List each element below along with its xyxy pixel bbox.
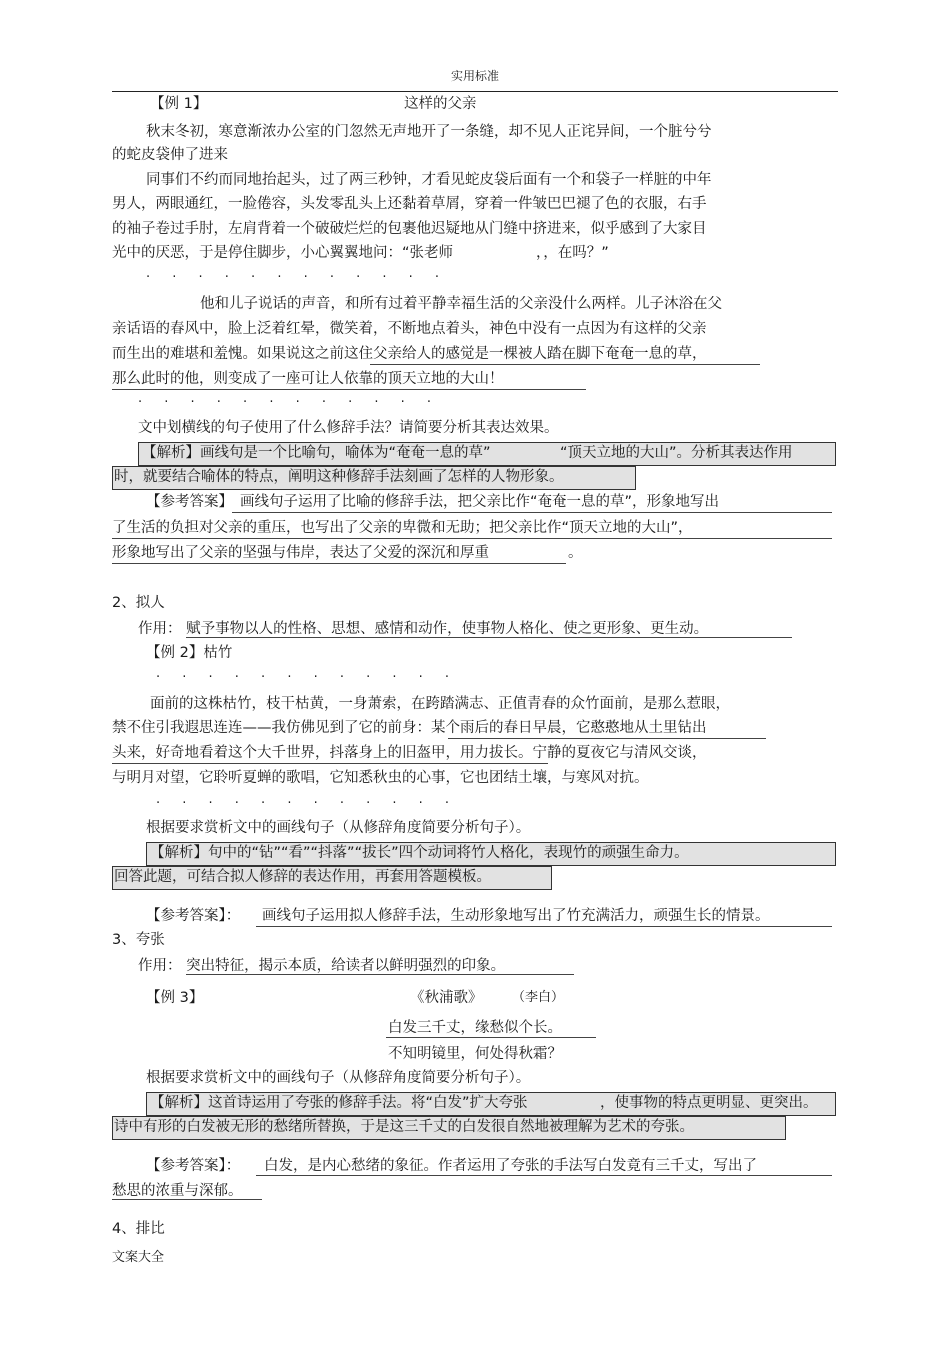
example-3-label: 【例 3】 [146, 990, 204, 1006]
sec2-para-line1: 面前的这株枯竹，枝干枯黄，一身萧索，在跨踏满志、正值青春的众竹面前，是那么惹眼， [150, 696, 730, 712]
poem-line-2: 不知明镜里，何处得秋霜？ [388, 1046, 562, 1062]
sec3-effect: 作用： 突出特征，揭示本质，给读者以鲜明强烈的印象。 [138, 958, 506, 974]
ex1-para1-line2: 的蛇皮袋伸了进来 [112, 147, 228, 163]
ex1-para2-line4: 光中的厌恶，于是停住脚步，小心翼翼地问：“张老师 [112, 245, 454, 261]
underline [256, 1175, 832, 1176]
section-3-heading: 3、夸张 [112, 932, 165, 948]
underline [448, 738, 766, 739]
ex1-answer-line2: 了生活的负担对父亲的重压，也写出了父亲的卑微和无助；把父亲比作“顶天立地的大山”， [112, 520, 693, 536]
section-2-heading: 2、拟人 [112, 595, 165, 611]
underline [232, 512, 832, 513]
ex1-answer-line3: 形象地写出了父亲的坚强与伟岸，表达了父爱的深沉和厚重 [112, 545, 489, 561]
underline [186, 974, 574, 975]
section-4-heading: 4、排比 [112, 1221, 165, 1237]
ex1-analysis-line1-end: “顶天立地的大山”。分析其表达作用 [560, 445, 793, 461]
sec3-question: 根据要求赏析文中的画线句子（从修辞角度简要分析句子）。 [146, 1070, 531, 1086]
sec2-para-line4: 与明月对望，它聆听夏蝉的歌唱，它知悉秋虫的心事，它也团结土壤，与寒风对抗。 [112, 770, 649, 786]
sec2-analysis-line2: 回答此题，可结合拟人修辞的表达作用，再套用答题模板。 [114, 869, 491, 885]
underline [112, 563, 566, 564]
ex1-ellipsis-2: · · · · · · · · · · · · [138, 395, 441, 410]
ex1-answer-line1: 画线句子运用了比喻的修辞手法，把父亲比作“奄奄一息的草”，形象地写出 [240, 494, 720, 510]
ex1-answer-line3-end: 。 [568, 545, 583, 561]
poem-author: （李白） [512, 990, 565, 1005]
ex1-para2-line2: 男人，两眼通红，一脸倦容，头发零乱头上还黏着草屑，穿着一件皱巴巴褪了色的衣服，右手 [112, 196, 707, 212]
underline [112, 763, 548, 764]
underline [186, 637, 792, 638]
ex1-analysis-line2: 时，就要结合喻体的特点，阐明这种修辞手法刻画了怎样的人物形象。 [114, 469, 564, 485]
ex1-analysis-line1: 【解析】画线句是一个比喻句，喻体为“奄奄一息的草” [142, 445, 491, 461]
sec2-para-line2: 禁不住引我遐思连连——我仿佛见到了它的前身：某个雨后的春日早晨，它憨憨地从土里钻出 [112, 720, 707, 736]
underline [386, 1037, 596, 1038]
ex1-para3-line4: 那么此时的他，则变成了一座可让人依靠的顶天立地的大山！ [112, 371, 504, 387]
underline [112, 538, 832, 539]
sec3-analysis-line1: 【解析】这首诗运用了夸张的修辞手法。将“白发”扩大夸张 [150, 1095, 528, 1111]
poem-line-1: 白发三千丈，缘愁似个长。 [388, 1020, 562, 1036]
ex1-para2-line1: 同事们不约而同地抬起头，过了两三秒钟，才看见蛇皮袋后面有一个和袋子一样脏的中年 [146, 172, 712, 188]
sec3-answer-line2: 愁思的浓重与深郁。 [112, 1183, 243, 1199]
ex1-para3-line1: 他和儿子说话的声音，和所有过着平静幸福生活的父亲没什么两样。儿子沐浴在父 [200, 296, 722, 312]
sec2-answer: 画线句子运用拟人修辞手法，生动形象地写出了竹充满活力，顽强生长的情景。 [262, 908, 770, 924]
underline [112, 389, 586, 390]
page-header: 实用标准 [450, 69, 499, 83]
ex1-ellipsis-1: · · · · · · · · · · · · [146, 270, 449, 285]
ex1-answer-label: 【参考答案】 [146, 494, 233, 510]
underline [370, 364, 760, 365]
sec2-ellipsis-2: · · · · · · · · · · · · [156, 796, 459, 811]
example-1-label: 【例 1】 [150, 96, 208, 112]
sec2-question: 根据要求赏析文中的画线句子（从修辞角度简要分析句子）。 [146, 820, 531, 836]
page-footer: 文案大全 [112, 1250, 165, 1265]
sec3-analysis-line1-end: ，使事物的特点更明显、更突出。 [600, 1095, 818, 1111]
ex1-para2-line3: 的袖子卷过手肘，左肩背着一个破破烂烂的包裹他迟疑地从门缝中挤进来，似乎感到了大家目 [112, 221, 707, 237]
underline [112, 1199, 262, 1200]
sec3-answer-label: 【参考答案】： [146, 1158, 241, 1174]
sec2-analysis-line1: 【解析】句中的“钻”“看”“抖落”“拔长”四个动词将竹人格化，表现竹的顽强生命力。 [150, 845, 689, 861]
ex1-para1-line1: 秋末冬初，寒意渐浓办公室的门忽然无声地开了一条缝，却不见人正诧异间，一个脏兮兮 [146, 124, 712, 140]
ex1-question: 文中划横线的句子使用了什么修辞手法？请简要分析其表达效果。 [138, 420, 559, 436]
ex1-para2-line4-end: ，，在吗？” [536, 245, 609, 261]
sec2-ellipsis-1: · · · · · · · · · · · · [156, 670, 459, 685]
sec2-answer-label: 【参考答案】： [146, 908, 241, 924]
poem-title: 《秋浦歌》 [410, 990, 483, 1006]
example-1-title: 这样的父亲 [404, 96, 477, 112]
header-rule [112, 91, 838, 92]
sec2-effect: 作用： 赋予事物以人的性格、思想、感情和动作，使事物人格化、使之更形象、更生动。 [138, 621, 709, 637]
sec2-para-line3: 头来，好奇地看着这个大千世界，抖落身上的旧盔甲，用力拔长。宁静的夏夜它与清风交谈， [112, 745, 707, 761]
ex1-para3-line2: 亲话语的春风中，脸上泛着红晕，微笑着，不断地点着头，神色中没有一点因为有这样的父亲 [112, 321, 707, 337]
sec3-answer-line1: 白发，是内心愁绪的象征。作者运用了夸张的手法写白发竟有三千丈，写出了 [264, 1158, 757, 1174]
sec3-analysis-line2: 诗中有形的白发被无形的愁绪所替换，于是这三千丈的白发很自然地被理解为艺术的夸张。 [114, 1119, 694, 1135]
example-2-label: 【例 2】枯竹 [146, 645, 233, 661]
ex1-para3-line3: 而生出的难堪和羞愧。如果说这之前这住父亲给人的感觉是一棵被人踏在脚下奄奄一息的草， [112, 346, 707, 362]
underline [256, 926, 832, 927]
